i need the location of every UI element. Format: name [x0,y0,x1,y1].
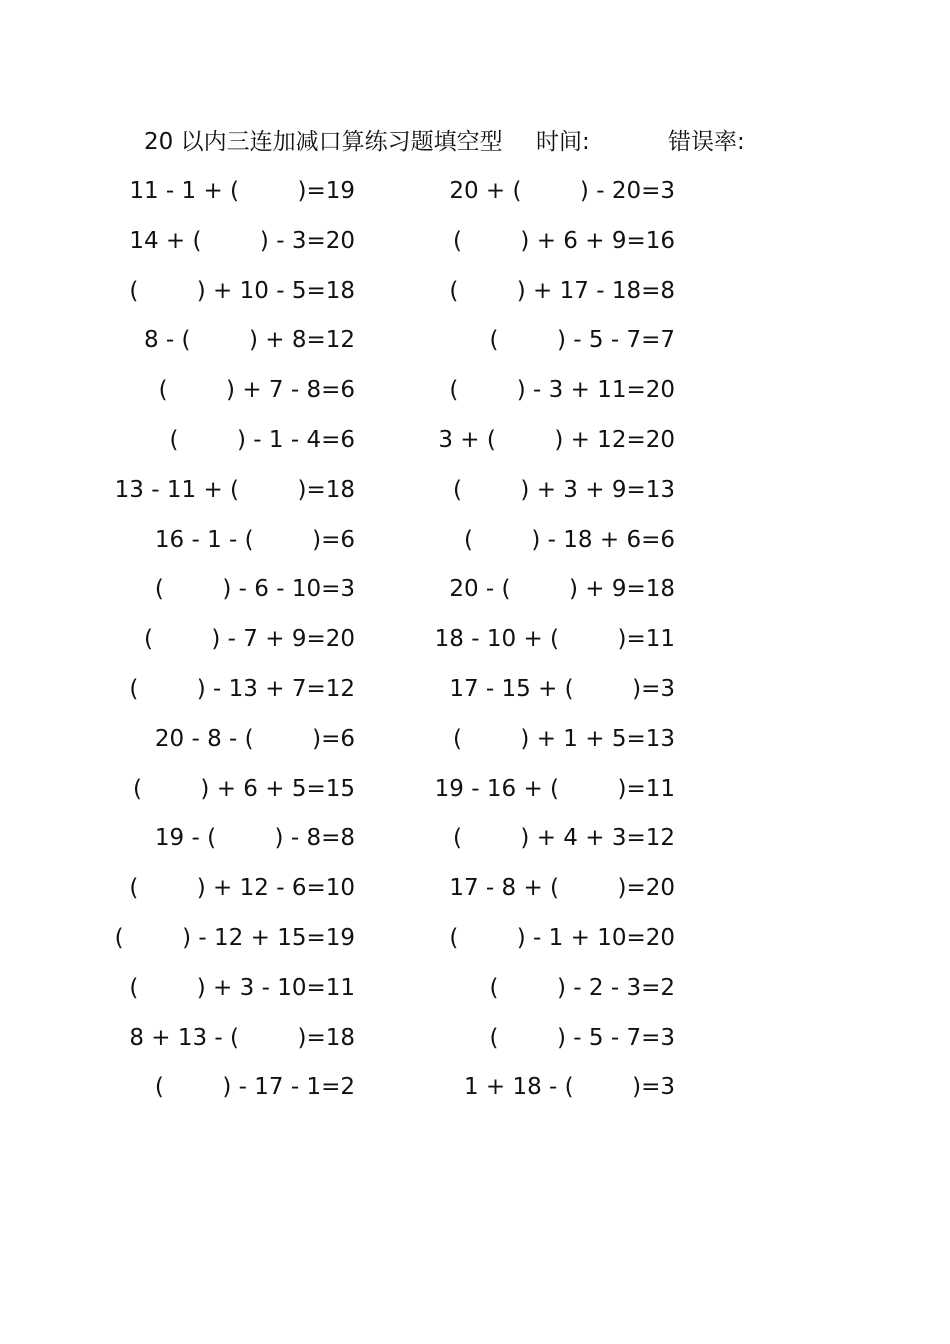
problem-right-16: ( ) - 1 + 10=20 [449,924,675,951]
problem-right-15: 17 - 8 + ( )=20 [449,875,675,902]
problem-right-10: 18 - 10 + ( )=11 [434,626,675,653]
problem-left-15: ( ) + 12 - 6=10 [129,875,355,902]
error-rate-label: 错误率: [668,129,745,155]
problem-left-11: ( ) - 13 + 7=12 [129,675,355,702]
problem-left-7: 13 - 11 + ( )=18 [114,476,355,503]
problem-left-1: 11 - 1 + ( )=19 [129,178,355,204]
problem-right-5: ( ) - 3 + 11=20 [449,377,675,404]
problem-left-3: ( ) + 10 - 5=18 [129,277,355,304]
problem-left-17: ( ) + 3 - 10=11 [129,974,355,1001]
problem-left-14: 19 - ( ) - 8=8 [154,825,355,852]
problem-right-1: 20 + ( ) - 20=3 [449,178,675,204]
problem-left-10: ( ) - 7 + 9=20 [143,626,355,653]
problem-right-2: ( ) + 6 + 9=16 [452,227,675,254]
problem-right-6: 3 + ( ) + 12=20 [438,426,675,453]
problem-right-13: 19 - 16 + ( )=11 [434,775,675,802]
problem-left-5: ( ) + 7 - 8=6 [158,377,355,404]
problem-left-12: 20 - 8 - ( )=6 [154,725,355,752]
problem-right-11: 17 - 15 + ( )=3 [449,675,675,702]
problems-right-column [420,174,675,1120]
problem-right-4: ( ) - 5 - 7=7 [489,327,675,354]
problem-right-9: 20 - ( ) + 9=18 [449,576,675,603]
problem-right-18: ( ) - 5 - 7=3 [489,1024,675,1051]
problem-left-13: ( ) + 6 + 5=15 [132,775,355,802]
problem-left-9: ( ) - 6 - 10=3 [154,576,355,603]
problem-right-12: ( ) + 1 + 5=13 [452,725,675,752]
worksheet-title: 20 以内三连加减口算练习题填空型 [144,129,503,155]
problem-left-19: ( ) - 17 - 1=2 [154,1074,355,1101]
problem-left-16: ( ) - 12 + 15=19 [114,924,355,951]
problems-left-column [100,174,355,1120]
problem-left-2: 14 + ( ) - 3=20 [129,227,355,254]
problem-left-4: 8 - ( ) + 8=12 [143,327,355,354]
problem-right-14: ( ) + 4 + 3=12 [452,825,675,852]
problem-right-3: ( ) + 17 - 18=8 [449,277,675,304]
problem-left-18: 8 + 13 - ( )=18 [129,1024,355,1051]
problem-left-8: 16 - 1 - ( )=6 [154,526,355,553]
time-label: 时间: [536,129,590,155]
problem-right-19: 1 + 18 - ( )=3 [463,1074,675,1101]
problem-right-17: ( ) - 2 - 3=2 [489,974,675,1001]
problem-right-7: ( ) + 3 + 9=13 [452,476,675,503]
problem-right-8: ( ) - 18 + 6=6 [463,526,675,553]
problem-left-6: ( ) - 1 - 4=6 [169,426,355,453]
